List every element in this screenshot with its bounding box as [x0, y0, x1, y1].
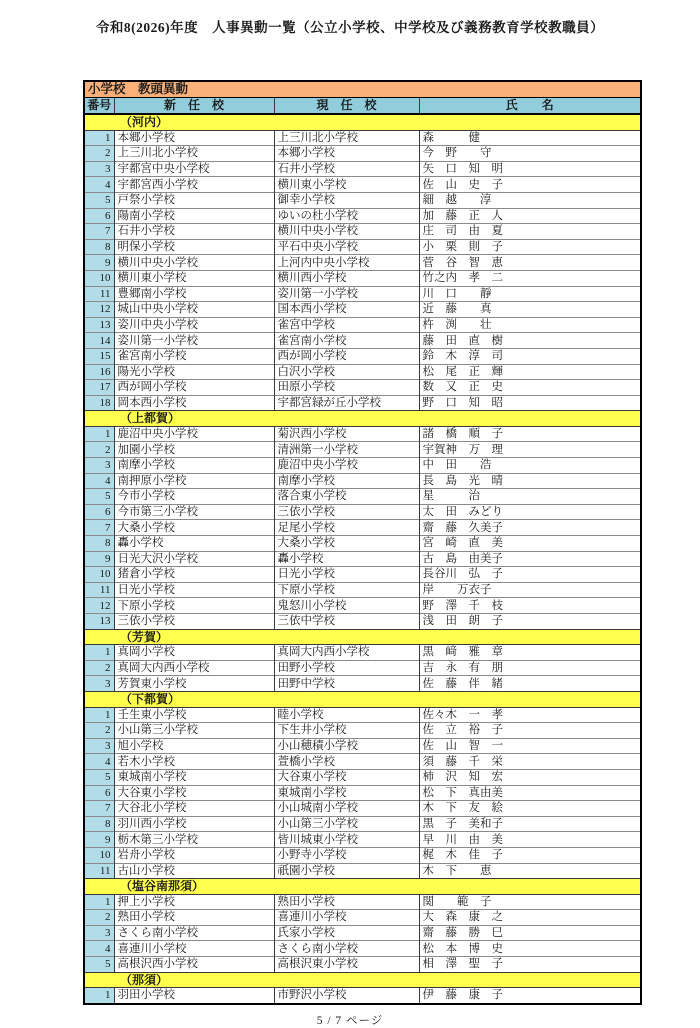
person-name-cell: 関 範 子 — [419, 894, 641, 910]
column-header-name: 氏 名 — [419, 98, 641, 115]
current-school-cell: 本郷小学校 — [274, 146, 419, 162]
new-school-cell: 加園小学校 — [114, 442, 274, 458]
row-number-cell: 13 — [84, 317, 114, 333]
column-header-current-school: 現 任 校 — [274, 98, 419, 115]
column-header-number: 番号 — [84, 98, 114, 115]
table-header-row — [84, 98, 641, 115]
new-school-cell: 大谷東小学校 — [114, 785, 274, 801]
table-row — [84, 707, 641, 723]
current-school-cell: 姿川第一小学校 — [274, 286, 419, 302]
table-row — [84, 988, 641, 1004]
current-school-cell: 三依中学校 — [274, 614, 419, 630]
row-number-cell: 1 — [84, 426, 114, 442]
person-name-cell: 吉 永 有 朋 — [419, 660, 641, 676]
table-row — [84, 504, 641, 520]
person-name-cell: 杵 渕 壮 — [419, 317, 641, 333]
person-name-cell: 齋 藤 久美子 — [419, 520, 641, 536]
new-school-cell: 大桑小学校 — [114, 520, 274, 536]
new-school-cell: 大谷北小学校 — [114, 801, 274, 817]
table-row — [84, 738, 641, 754]
new-school-cell: 古山小学校 — [114, 863, 274, 879]
table-row — [84, 364, 641, 380]
table-row — [84, 754, 641, 770]
person-name-cell: 相 澤 聖 子 — [419, 957, 641, 973]
person-name-cell: 庄 司 由 夏 — [419, 224, 641, 240]
row-number-cell: 5 — [84, 957, 114, 973]
current-school-cell: 上三川北小学校 — [274, 130, 419, 146]
person-name-cell: 梶 木 佳 子 — [419, 847, 641, 863]
person-name-cell: 星 治 — [419, 489, 641, 505]
person-name-cell: 諸 橋 順 子 — [419, 426, 641, 442]
person-name-cell: 今 野 守 — [419, 146, 641, 162]
person-name-cell: 佐 立 裕 子 — [419, 723, 641, 739]
section-label: （那須） — [84, 972, 641, 988]
new-school-cell: 宇都宮中央小学校 — [114, 161, 274, 177]
person-name-cell: 須 藤 千 栄 — [419, 754, 641, 770]
section-header-row — [84, 114, 641, 130]
table-row — [84, 489, 641, 505]
table-row — [84, 925, 641, 941]
person-name-cell: 加 藤 正 人 — [419, 208, 641, 224]
current-school-cell: 横川東小学校 — [274, 177, 419, 193]
person-name-cell: 早 川 由 美 — [419, 832, 641, 848]
row-number-cell: 9 — [84, 255, 114, 271]
person-name-cell: 太 田 みどり — [419, 504, 641, 520]
table-row — [84, 614, 641, 630]
row-number-cell: 2 — [84, 723, 114, 739]
current-school-cell: 宇都宮緑が丘小学校 — [274, 395, 419, 411]
current-school-cell: 下原小学校 — [274, 582, 419, 598]
row-number-cell: 7 — [84, 224, 114, 240]
person-name-cell: 宇賀神 万 理 — [419, 442, 641, 458]
person-name-cell: 菅 谷 智 恵 — [419, 255, 641, 271]
current-school-cell: 御幸小学校 — [274, 192, 419, 208]
person-name-cell: 竹之内 孝 二 — [419, 270, 641, 286]
row-number-cell: 15 — [84, 348, 114, 364]
row-number-cell: 11 — [84, 863, 114, 879]
row-number-cell: 17 — [84, 380, 114, 396]
new-school-cell: 芳賀東小学校 — [114, 676, 274, 692]
current-school-cell: 田野中学校 — [274, 676, 419, 692]
table-row — [84, 458, 641, 474]
new-school-cell: 戸祭小学校 — [114, 192, 274, 208]
new-school-cell: 横川中央小学校 — [114, 255, 274, 271]
table-row — [84, 847, 641, 863]
row-number-cell: 4 — [84, 941, 114, 957]
row-number-cell: 14 — [84, 333, 114, 349]
table-row — [84, 645, 641, 661]
table-row — [84, 941, 641, 957]
current-school-cell: 三依小学校 — [274, 504, 419, 520]
table-row — [84, 801, 641, 817]
person-name-cell: 齋 藤 勝 巳 — [419, 925, 641, 941]
section-label: （下都賀） — [84, 691, 641, 707]
person-name-cell: 柿 沢 知 宏 — [419, 769, 641, 785]
row-number-cell: 1 — [84, 130, 114, 146]
row-number-cell: 3 — [84, 925, 114, 941]
current-school-cell: 国本西小学校 — [274, 302, 419, 318]
table-row — [84, 520, 641, 536]
current-school-cell: 小野寺小学校 — [274, 847, 419, 863]
table-row — [84, 270, 641, 286]
section-header-row — [84, 691, 641, 707]
current-school-cell: 西が岡小学校 — [274, 348, 419, 364]
current-school-cell: 鬼怒川小学校 — [274, 598, 419, 614]
current-school-cell: 平石中央小学校 — [274, 239, 419, 255]
table-row — [84, 957, 641, 973]
row-number-cell: 8 — [84, 239, 114, 255]
row-number-cell: 6 — [84, 785, 114, 801]
table-row — [84, 426, 641, 442]
new-school-cell: 宇都宮西小学校 — [114, 177, 274, 193]
table-row — [84, 582, 641, 598]
table-banner-row — [84, 81, 641, 98]
new-school-cell: 西が岡小学校 — [114, 380, 274, 396]
current-school-cell: 田原小学校 — [274, 380, 419, 396]
row-number-cell: 12 — [84, 302, 114, 318]
current-school-cell: 雀宮中学校 — [274, 317, 419, 333]
row-number-cell: 1 — [84, 645, 114, 661]
person-name-cell: 森 健 — [419, 130, 641, 146]
new-school-cell: 熟田小学校 — [114, 910, 274, 926]
table-row — [84, 192, 641, 208]
person-name-cell: 藤 田 直 樹 — [419, 333, 641, 349]
row-number-cell: 5 — [84, 489, 114, 505]
new-school-cell: 旭小学校 — [114, 738, 274, 754]
current-school-cell: 南摩小学校 — [274, 473, 419, 489]
column-header-new-school: 新 任 校 — [114, 98, 274, 115]
person-name-cell: 細 越 淳 — [419, 192, 641, 208]
new-school-cell: 若木小学校 — [114, 754, 274, 770]
section-label: （芳賀） — [84, 629, 641, 645]
current-school-cell: 横川西小学校 — [274, 270, 419, 286]
row-number-cell: 5 — [84, 192, 114, 208]
new-school-cell: 石井小学校 — [114, 224, 274, 240]
new-school-cell: 姿川第一小学校 — [114, 333, 274, 349]
table-row — [84, 676, 641, 692]
row-number-cell: 10 — [84, 847, 114, 863]
personnel-transfer-table — [83, 80, 642, 1005]
new-school-cell: 壬生東小学校 — [114, 707, 274, 723]
new-school-cell: 南摩小学校 — [114, 458, 274, 474]
person-name-cell: 宮 崎 直 美 — [419, 536, 641, 552]
section-label: （上都賀） — [84, 411, 641, 427]
table-row — [84, 317, 641, 333]
table-row — [84, 785, 641, 801]
current-school-cell: 大谷東小学校 — [274, 769, 419, 785]
row-number-cell: 6 — [84, 208, 114, 224]
table-row — [84, 723, 641, 739]
new-school-cell: 日光大沢小学校 — [114, 551, 274, 567]
current-school-cell: 轟小学校 — [274, 551, 419, 567]
row-number-cell: 9 — [84, 832, 114, 848]
new-school-cell: 本郷小学校 — [114, 130, 274, 146]
current-school-cell: 熟田小学校 — [274, 894, 419, 910]
row-number-cell: 11 — [84, 582, 114, 598]
table-row — [84, 161, 641, 177]
row-number-cell: 11 — [84, 286, 114, 302]
section-label: （塩谷南那須） — [84, 879, 641, 895]
current-school-cell: 菊沢西小学校 — [274, 426, 419, 442]
new-school-cell: 今市小学校 — [114, 489, 274, 505]
row-number-cell: 2 — [84, 146, 114, 162]
person-name-cell: 佐 山 史 子 — [419, 177, 641, 193]
row-number-cell: 1 — [84, 707, 114, 723]
current-school-cell: 皆川城東小学校 — [274, 832, 419, 848]
row-number-cell: 8 — [84, 816, 114, 832]
person-name-cell: 長 島 光 晴 — [419, 473, 641, 489]
person-name-cell: 岸 万衣子 — [419, 582, 641, 598]
table-row — [84, 146, 641, 162]
row-number-cell: 2 — [84, 442, 114, 458]
row-number-cell: 2 — [84, 910, 114, 926]
new-school-cell: 三依小学校 — [114, 614, 274, 630]
section-label: （河内） — [84, 114, 641, 130]
table-row — [84, 769, 641, 785]
new-school-cell: 姿川中央小学校 — [114, 317, 274, 333]
table-banner-label: 小学校 教頭異動 — [84, 81, 641, 98]
current-school-cell: 下生井小学校 — [274, 723, 419, 739]
person-name-cell: 鈴 木 淳 司 — [419, 348, 641, 364]
new-school-cell: 羽田小学校 — [114, 988, 274, 1004]
table-row — [84, 910, 641, 926]
new-school-cell: 横川東小学校 — [114, 270, 274, 286]
new-school-cell: 真岡大内西小学校 — [114, 660, 274, 676]
current-school-cell: 氏家小学校 — [274, 925, 419, 941]
page-number: 5 / 7 ページ — [316, 1014, 384, 1027]
row-number-cell: 4 — [84, 177, 114, 193]
new-school-cell: 押上小学校 — [114, 894, 274, 910]
table-row — [84, 302, 641, 318]
person-name-cell: 木 下 友 絵 — [419, 801, 641, 817]
table-row — [84, 224, 641, 240]
current-school-cell: 小山穂積小学校 — [274, 738, 419, 754]
person-name-cell: 古 島 由美子 — [419, 551, 641, 567]
table-row — [84, 255, 641, 271]
table-row — [84, 177, 641, 193]
current-school-cell: 小山第三小学校 — [274, 816, 419, 832]
person-name-cell: 矢 口 知 明 — [419, 161, 641, 177]
current-school-cell: 祇園小学校 — [274, 863, 419, 879]
new-school-cell: 栃木第三小学校 — [114, 832, 274, 848]
new-school-cell: 真岡小学校 — [114, 645, 274, 661]
new-school-cell: 豊郷南小学校 — [114, 286, 274, 302]
person-name-cell: 松 尾 正 輝 — [419, 364, 641, 380]
table-row — [84, 239, 641, 255]
new-school-cell: 今市第三小学校 — [114, 504, 274, 520]
new-school-cell: 上三川北小学校 — [114, 146, 274, 162]
row-number-cell: 6 — [84, 504, 114, 520]
current-school-cell: さくら南小学校 — [274, 941, 419, 957]
person-name-cell: 黒 﨑 雅 章 — [419, 645, 641, 661]
new-school-cell: 羽川西小学校 — [114, 816, 274, 832]
person-name-cell: 野 口 知 昭 — [419, 395, 641, 411]
row-number-cell: 1 — [84, 988, 114, 1004]
person-name-cell: 佐 藤 伴 緒 — [419, 676, 641, 692]
new-school-cell: 明保小学校 — [114, 239, 274, 255]
person-name-cell: 数 又 正 史 — [419, 380, 641, 396]
table-row — [84, 380, 641, 396]
current-school-cell: 清洲第一小学校 — [274, 442, 419, 458]
row-number-cell: 12 — [84, 598, 114, 614]
row-number-cell: 16 — [84, 364, 114, 380]
row-number-cell: 4 — [84, 473, 114, 489]
person-name-cell: 野 澤 千 枝 — [419, 598, 641, 614]
section-header-row — [84, 879, 641, 895]
current-school-cell: 石井小学校 — [274, 161, 419, 177]
current-school-cell: 足尾小学校 — [274, 520, 419, 536]
current-school-cell: 鹿沼中央小学校 — [274, 458, 419, 474]
new-school-cell: 猪倉小学校 — [114, 567, 274, 583]
person-name-cell: 伊 藤 康 子 — [419, 988, 641, 1004]
current-school-cell: 萱橋小学校 — [274, 754, 419, 770]
table-row — [84, 551, 641, 567]
table-row — [84, 832, 641, 848]
current-school-cell: 睦小学校 — [274, 707, 419, 723]
table-row — [84, 208, 641, 224]
row-number-cell: 3 — [84, 676, 114, 692]
new-school-cell: 南押原小学校 — [114, 473, 274, 489]
table-row — [84, 130, 641, 146]
person-name-cell: 小 栗 則 子 — [419, 239, 641, 255]
new-school-cell: さくら南小学校 — [114, 925, 274, 941]
current-school-cell: 落合東小学校 — [274, 489, 419, 505]
new-school-cell: 鹿沼中央小学校 — [114, 426, 274, 442]
table-row — [84, 660, 641, 676]
current-school-cell: 市野沢小学校 — [274, 988, 419, 1004]
new-school-cell: 陽光小学校 — [114, 364, 274, 380]
new-school-cell: 小山第三小学校 — [114, 723, 274, 739]
row-number-cell: 7 — [84, 801, 114, 817]
table-row — [84, 286, 641, 302]
table-row — [84, 442, 641, 458]
section-header-row — [84, 411, 641, 427]
person-name-cell: 浅 田 朗 子 — [419, 614, 641, 630]
row-number-cell: 18 — [84, 395, 114, 411]
table-row — [84, 536, 641, 552]
new-school-cell: 下原小学校 — [114, 598, 274, 614]
row-number-cell: 9 — [84, 551, 114, 567]
person-name-cell: 松 下 真由美 — [419, 785, 641, 801]
section-header-row — [84, 629, 641, 645]
table-row — [84, 816, 641, 832]
current-school-cell: 上河内中央小学校 — [274, 255, 419, 271]
person-name-cell: 長谷川 弘 子 — [419, 567, 641, 583]
new-school-cell: 城山中央小学校 — [114, 302, 274, 318]
person-name-cell: 木 下 恵 — [419, 863, 641, 879]
person-name-cell: 佐々木 一 孝 — [419, 707, 641, 723]
current-school-cell: 白沢小学校 — [274, 364, 419, 380]
table-row — [84, 473, 641, 489]
person-name-cell: 松 本 博 史 — [419, 941, 641, 957]
current-school-cell: 横川中央小学校 — [274, 224, 419, 240]
row-number-cell: 3 — [84, 161, 114, 177]
current-school-cell: 高根沢東小学校 — [274, 957, 419, 973]
current-school-cell: 真岡大内西小学校 — [274, 645, 419, 661]
row-number-cell: 7 — [84, 520, 114, 536]
new-school-cell: 陽南小学校 — [114, 208, 274, 224]
row-number-cell: 3 — [84, 738, 114, 754]
row-number-cell: 13 — [84, 614, 114, 630]
new-school-cell: 喜連川小学校 — [114, 941, 274, 957]
document-title: 令和8(2026)年度 人事異動一覧（公立小学校、中学校及び義務教育学校教職員） — [95, 20, 605, 35]
new-school-cell: 岡本西小学校 — [114, 395, 274, 411]
new-school-cell: 日光小学校 — [114, 582, 274, 598]
current-school-cell: 小山城南小学校 — [274, 801, 419, 817]
person-name-cell: 川 口 靜 — [419, 286, 641, 302]
table-row — [84, 894, 641, 910]
row-number-cell: 3 — [84, 458, 114, 474]
new-school-cell: 雀宮南小学校 — [114, 348, 274, 364]
row-number-cell: 4 — [84, 754, 114, 770]
table-row — [84, 567, 641, 583]
table-row — [84, 348, 641, 364]
current-school-cell: 東城南小学校 — [274, 785, 419, 801]
new-school-cell: 岩舟小学校 — [114, 847, 274, 863]
person-name-cell: 大 森 康 之 — [419, 910, 641, 926]
current-school-cell: ゆいの杜小学校 — [274, 208, 419, 224]
row-number-cell: 2 — [84, 660, 114, 676]
table-row — [84, 863, 641, 879]
person-name-cell: 佐 山 智 一 — [419, 738, 641, 754]
row-number-cell: 10 — [84, 567, 114, 583]
current-school-cell: 喜連川小学校 — [274, 910, 419, 926]
row-number-cell: 1 — [84, 894, 114, 910]
table-row — [84, 598, 641, 614]
person-name-cell: 中 田 浩 — [419, 458, 641, 474]
current-school-cell: 田野小学校 — [274, 660, 419, 676]
table-row — [84, 395, 641, 411]
row-number-cell: 10 — [84, 270, 114, 286]
new-school-cell: 高根沢西小学校 — [114, 957, 274, 973]
new-school-cell: 東城南小学校 — [114, 769, 274, 785]
person-name-cell: 黒 子 美和子 — [419, 816, 641, 832]
current-school-cell: 大桑小学校 — [274, 536, 419, 552]
section-header-row — [84, 972, 641, 988]
table-row — [84, 333, 641, 349]
row-number-cell: 8 — [84, 536, 114, 552]
new-school-cell: 轟小学校 — [114, 536, 274, 552]
current-school-cell: 日光小学校 — [274, 567, 419, 583]
person-name-cell: 近 藤 真 — [419, 302, 641, 318]
row-number-cell: 5 — [84, 769, 114, 785]
current-school-cell: 雀宮南小学校 — [274, 333, 419, 349]
